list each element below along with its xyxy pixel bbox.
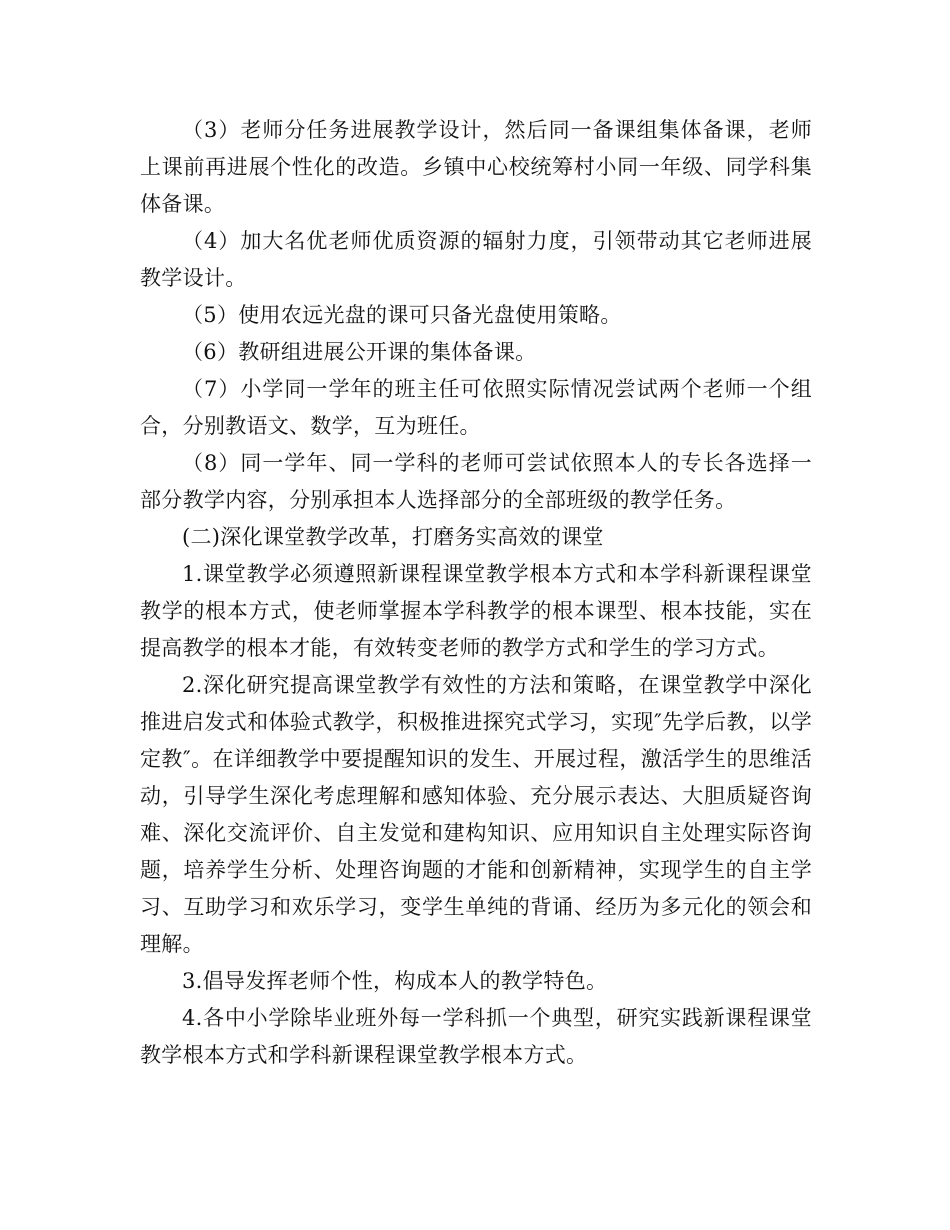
paragraph-item-5: （5）使用农远光盘的课可只备光盘使用策略。 xyxy=(182,303,622,327)
paragraph-item-4: （4）加大名优老师优质资源的辐射力度，引领带动其它老师进展教学设计。 xyxy=(140,229,812,290)
document-body xyxy=(140,112,812,1074)
paragraph-item-3: （3）老师分任务进展教学设计，然后同一备课组集体备课，老师上课前再进展个性化的改造。乡镇中心校统筹村小同一年级、同学科集体备课。 xyxy=(140,118,812,216)
paragraph-point-3: 3.倡导发挥老师个性，构成本人的教学特色。 xyxy=(182,969,608,993)
section-heading: (二)深化课堂教学改革，打磨务实高效的课堂 xyxy=(182,525,604,549)
paragraph-item-8: （8）同一学年、同一学科的老师可尝试依照本人的专长各选择一部分教学内容，分别承担本人选择部分的全部班级的教学任务。 xyxy=(140,451,812,512)
paragraph-item-7: （7）小学同一学年的班主任可依照实际情况尝试两个老师一个组合，分别教语文、数学，互为班任。 xyxy=(140,377,812,438)
paragraph-point-4: 4.各中小学除毕业班外每一学科抓一个典型，研究实践新课程课堂教学根本方式和学科新课程课堂教学根本方式。 xyxy=(140,1006,812,1067)
paragraph-point-1: 1.课堂教学必须遵照新课程课堂教学根本方式和本学科新课程课堂教学的根本方式，使老师掌握本学科教学的根本课型、根本技能，实在提高教学的根本才能，有效转变老师的教学方式和学生的学习方式。 xyxy=(140,562,812,660)
paragraph-item-6: （6）教研组进展公开课的集体备课。 xyxy=(182,340,537,364)
paragraph-point-2: 2.深化研究提高课堂教学有效性的方法和策略，在课堂教学中深化推进启发式和体验式教学，积极推进探究式学习，实现″先学后教，以学定教″。在详细教学中要提醒知识的发生、开展过程，激活学生的思维活动，引导学生深化考虑理解和感知体验、充分展示表达、大胆质疑咨询难、深化交流评价、自主发觉和建构知识、应用知识自主处理实际咨询题，培养学生分析、处理咨询题的才能和创新精神，实现学生的自主学习、互助学习和欢乐学习，变学生单纯的背诵、经历为多元化的领会和理解。 xyxy=(140,673,812,956)
